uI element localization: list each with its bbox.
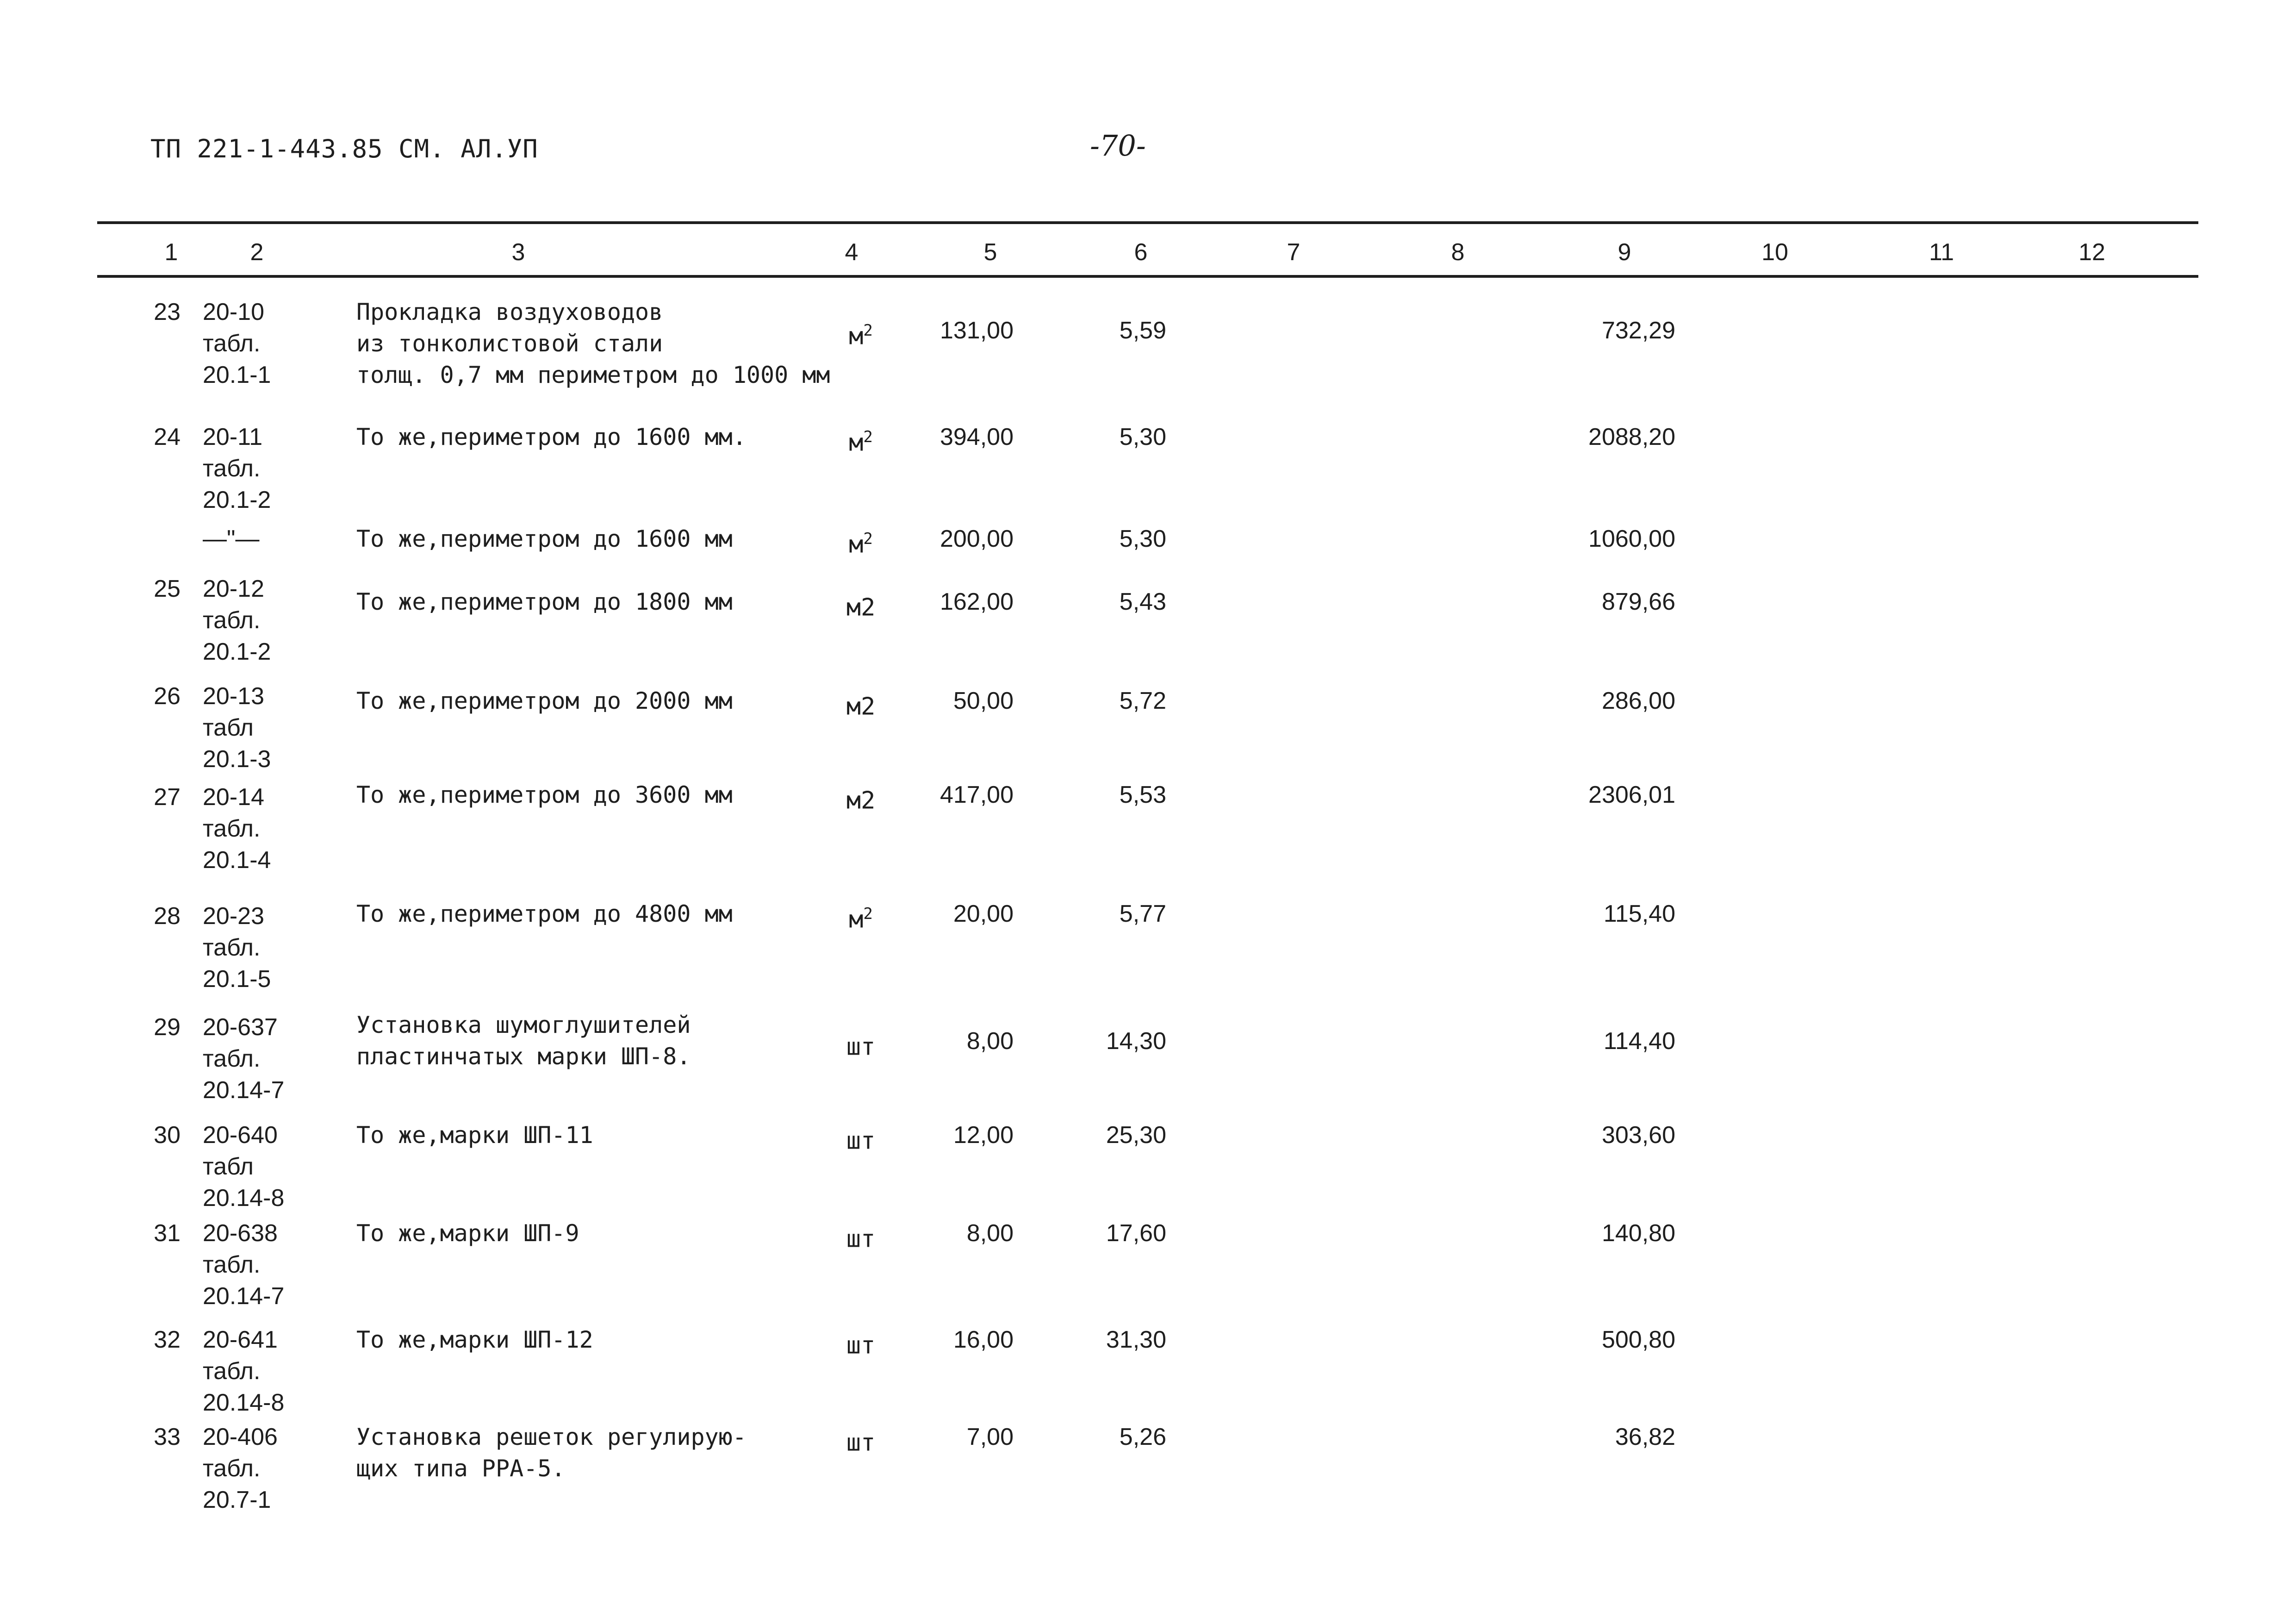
quantity: 394,00: [940, 424, 1014, 450]
column-header-6: 6: [1134, 239, 1148, 266]
column-header-8: 8: [1451, 239, 1465, 266]
rate-code: 20-14 табл. 20.1-4: [203, 784, 271, 874]
rate-code: 20-12 табл. 20.1-2: [203, 575, 271, 665]
quantity: 12,00: [953, 1122, 1014, 1149]
unit-price: 14,30: [1106, 1028, 1166, 1055]
work-description: То же,периметром до 2000 мм: [356, 687, 733, 714]
unit-price: 5,53: [1119, 781, 1166, 808]
rate-code: 20-638 табл. 20.14-7: [203, 1220, 285, 1310]
unit-price: 5,77: [1119, 900, 1166, 927]
page-number: -70-: [1090, 129, 1146, 162]
column-header-12: 12: [2078, 239, 2105, 266]
row-number: 33: [154, 1424, 180, 1450]
document-code: ТП 221-1-443.85 СМ. АЛ.УП: [150, 134, 538, 163]
rate-code: 20-13 табл 20.1-3: [203, 683, 271, 773]
work-description: Прокладка воздуховодов из тонколистовой стали толщ. 0,7 мм периметром до 1000 мм: [356, 299, 830, 388]
unit-superscript: 2: [863, 905, 873, 923]
rate-code: 20-641 табл. 20.14-8: [203, 1326, 285, 1416]
unit-price: 25,30: [1106, 1122, 1166, 1149]
row-number: 31: [154, 1220, 180, 1247]
unit-price: 5,72: [1119, 687, 1166, 714]
column-header-5: 5: [983, 239, 997, 266]
column-header-11: 11: [1929, 239, 1954, 266]
row-number: 26: [154, 683, 180, 710]
rate-code: 20-11 табл. 20.1-2: [203, 424, 271, 513]
total-cost: 303,60: [1601, 1122, 1675, 1149]
rate-code: —"—: [203, 525, 260, 552]
unit-price: 5,59: [1119, 317, 1166, 344]
total-cost: 115,40: [1603, 900, 1675, 927]
unit-text: шт: [846, 1033, 876, 1061]
work-description: То же,периметром до 4800 мм: [356, 900, 733, 927]
column-header-9: 9: [1618, 239, 1631, 266]
total-cost: 140,80: [1601, 1220, 1675, 1247]
unit-superscript: 2: [863, 428, 873, 446]
total-cost: 732,29: [1601, 317, 1675, 344]
unit-superscript: 2: [863, 321, 873, 340]
quantity: 20,00: [953, 900, 1014, 927]
unit-text: шт: [846, 1331, 876, 1360]
column-header-2: 2: [250, 239, 264, 266]
work-description: То же,периметром до 1800 мм: [356, 588, 733, 615]
total-cost: 36,82: [1615, 1424, 1675, 1450]
unit-text: м2: [846, 693, 876, 721]
rate-code: 20-406 табл. 20.7-1: [203, 1424, 278, 1513]
work-description: То же,марки ШП-11: [356, 1122, 593, 1149]
quantity: 7,00: [966, 1424, 1014, 1450]
unit-price: 5,30: [1119, 525, 1166, 552]
total-cost: 1060,00: [1588, 525, 1675, 552]
quantity: 162,00: [940, 588, 1014, 615]
quantity: 8,00: [966, 1028, 1014, 1055]
rate-code: 20-23 табл. 20.1-5: [203, 903, 271, 993]
unit-text: м2: [846, 593, 876, 622]
work-description: Установка шумоглушителей пластинчатых марки ШП-8.: [356, 1012, 691, 1070]
row-number: 28: [154, 903, 180, 930]
row-number: 27: [154, 784, 180, 811]
unit-text: м: [849, 906, 864, 934]
unit-price: 31,30: [1106, 1326, 1166, 1353]
rate-code: 20-640 табл 20.14-8: [203, 1122, 285, 1212]
unit-text: м: [849, 322, 864, 350]
unit-text: шт: [846, 1429, 876, 1457]
quantity: 50,00: [953, 687, 1014, 714]
unit-text: м2: [846, 787, 876, 815]
column-header-10: 10: [1761, 239, 1788, 266]
work-description: Установка решеток регулирую- щих типа РРА-5.: [356, 1424, 747, 1482]
unit-price: 5,30: [1119, 424, 1166, 450]
quantity: 8,00: [966, 1220, 1014, 1247]
unit-text: м: [849, 531, 864, 559]
row-number: 32: [154, 1326, 180, 1353]
unit-price: 17,60: [1106, 1220, 1166, 1247]
work-description: То же,марки ШП-12: [356, 1326, 593, 1353]
column-header-1: 1: [164, 239, 178, 266]
column-header-3: 3: [511, 239, 525, 266]
unit-text: шт: [846, 1225, 876, 1253]
work-description: То же,периметром до 3600 мм: [356, 781, 733, 808]
total-cost: 2088,20: [1588, 424, 1675, 450]
unit-superscript: 2: [863, 530, 873, 548]
total-cost: 2306,01: [1588, 781, 1675, 808]
quantity: 131,00: [940, 317, 1014, 344]
work-description: То же,периметром до 1600 мм: [356, 525, 733, 552]
total-cost: 286,00: [1601, 687, 1675, 714]
quantity: 200,00: [940, 525, 1014, 552]
row-number: 23: [154, 299, 180, 325]
unit-price: 5,26: [1119, 1424, 1166, 1450]
rate-code: 20-10 табл. 20.1-1: [203, 299, 271, 388]
column-header-7: 7: [1287, 239, 1300, 266]
total-cost: 500,80: [1601, 1326, 1675, 1353]
quantity: 16,00: [953, 1326, 1014, 1353]
table-header-rule: [97, 275, 2198, 278]
rate-code: 20-637 табл. 20.14-7: [203, 1014, 285, 1104]
row-number: 25: [154, 575, 180, 602]
total-cost: 879,66: [1601, 588, 1675, 615]
unit-text: м: [849, 429, 864, 457]
row-number: 30: [154, 1122, 180, 1149]
column-header-4: 4: [845, 239, 859, 266]
work-description: То же,периметром до 1600 мм.: [356, 424, 747, 450]
row-number: 24: [154, 424, 180, 450]
work-description: То же,марки ШП-9: [356, 1220, 579, 1247]
table-top-rule: [97, 221, 2198, 224]
unit-price: 5,43: [1119, 588, 1166, 615]
row-number: 29: [154, 1014, 180, 1041]
total-cost: 114,40: [1603, 1028, 1675, 1055]
unit-text: шт: [846, 1127, 876, 1155]
quantity: 417,00: [940, 781, 1014, 808]
